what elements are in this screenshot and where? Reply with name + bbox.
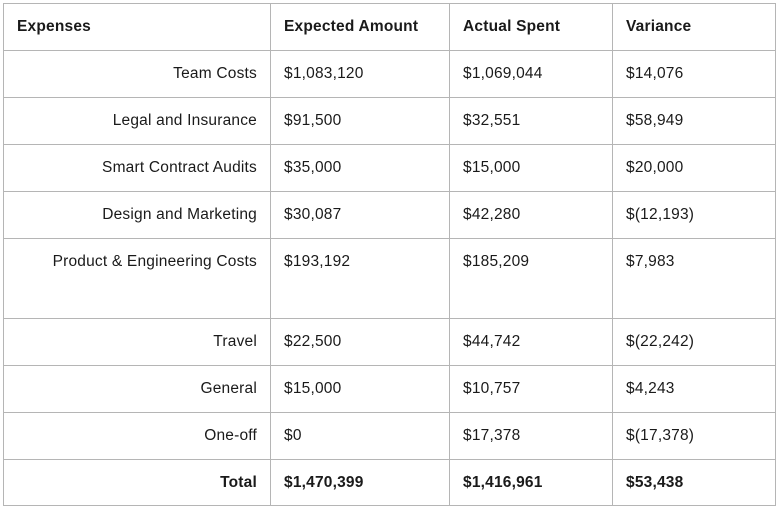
header-row xyxy=(4,4,776,51)
actual-spent: $15,000 xyxy=(450,145,613,192)
actual-spent: $185,209 xyxy=(450,239,613,319)
expected-amount: $91,500 xyxy=(271,98,450,145)
table-row xyxy=(4,239,776,319)
variance: $4,243 xyxy=(613,366,776,413)
variance: $(17,378) xyxy=(613,413,776,460)
actual-spent: $1,069,044 xyxy=(450,51,613,98)
expected-amount: $0 xyxy=(271,413,450,460)
expected-amount: $30,087 xyxy=(271,192,450,239)
header-expected-amount: Expected Amount xyxy=(271,4,450,51)
total-label: Total xyxy=(4,460,271,506)
variance: $20,000 xyxy=(613,145,776,192)
expense-label: Smart Contract Audits xyxy=(4,145,271,192)
actual-spent: $10,757 xyxy=(450,366,613,413)
expense-label: Travel xyxy=(4,319,271,366)
variance: $7,983 xyxy=(613,239,776,319)
expected-amount: $193,192 xyxy=(271,239,450,319)
table-row xyxy=(4,366,776,413)
expense-label: Product & Engineering Costs xyxy=(4,239,271,319)
variance: $14,076 xyxy=(613,51,776,98)
expense-label: General xyxy=(4,366,271,413)
variance: $(22,242) xyxy=(613,319,776,366)
table-row xyxy=(4,51,776,98)
expense-label: Legal and Insurance xyxy=(4,98,271,145)
table-row xyxy=(4,98,776,145)
total-variance: $53,438 xyxy=(613,460,776,506)
total-expected-amount: $1,470,399 xyxy=(271,460,450,506)
header-expenses: Expenses xyxy=(4,4,271,51)
table-row xyxy=(4,319,776,366)
expenses-table xyxy=(3,3,776,506)
expected-amount: $15,000 xyxy=(271,366,450,413)
expense-label: Team Costs xyxy=(4,51,271,98)
table-row xyxy=(4,145,776,192)
expected-amount: $22,500 xyxy=(271,319,450,366)
expense-label: One-off xyxy=(4,413,271,460)
actual-spent: $17,378 xyxy=(450,413,613,460)
table-row xyxy=(4,192,776,239)
actual-spent: $44,742 xyxy=(450,319,613,366)
header-variance: Variance xyxy=(613,4,776,51)
total-actual-spent: $1,416,961 xyxy=(450,460,613,506)
variance: $58,949 xyxy=(613,98,776,145)
actual-spent: $42,280 xyxy=(450,192,613,239)
expected-amount: $35,000 xyxy=(271,145,450,192)
expense-label: Design and Marketing xyxy=(4,192,271,239)
table-row xyxy=(4,413,776,460)
variance: $(12,193) xyxy=(613,192,776,239)
total-row xyxy=(4,460,776,506)
actual-spent: $32,551 xyxy=(450,98,613,145)
expected-amount: $1,083,120 xyxy=(271,51,450,98)
header-actual-spent: Actual Spent xyxy=(450,4,613,51)
